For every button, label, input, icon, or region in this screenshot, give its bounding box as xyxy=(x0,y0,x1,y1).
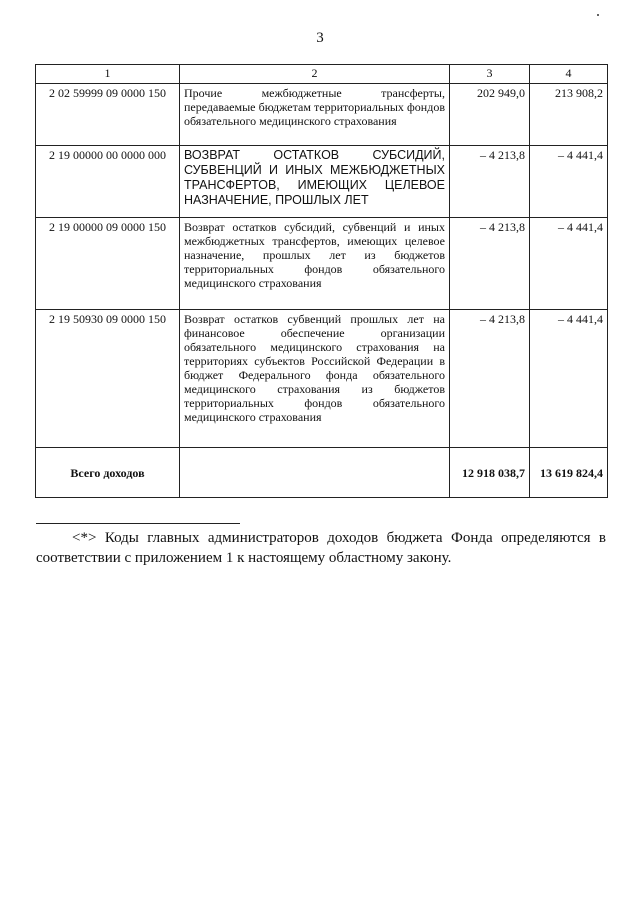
footnote-text: <*> Коды главных администраторов доходов бюджета Фонда определяются в соответствии с приложением 1 к настоящему областному закону. xyxy=(36,530,606,566)
column-number-3: 3 xyxy=(450,65,530,84)
budget-code-cell: 2 19 00000 09 0000 150 xyxy=(36,218,180,310)
income-description-cell: Возврат остатков субсидий, субвенций и иных межбюджетных трансфертов, имеющих целевое назначение, прошлых лет из бюджетов территориальных фондов обязательного медицинского страхования xyxy=(180,218,450,310)
column-number-1: 1 xyxy=(36,65,180,84)
amount-year2-cell: – 4 441,4 xyxy=(530,218,608,310)
total-description-cell xyxy=(180,448,450,498)
income-description-cell: Возврат остатков субвенций прошлых лет на финансовое обеспечение организации обязательного медицинского страхования на территориях субъектов Российской Федерации в бюджет Федерального фонда обязательного медицинского страхования из бюджетов территориальных фондов обязательного медицинского страхования xyxy=(180,310,450,448)
income-description-cell: Прочие межбюджетные трансферты, передаваемые бюджетам территориальных фондов обязательного медицинского страхования xyxy=(180,84,450,146)
budget-code-cell: 2 02 59999 09 0000 150 xyxy=(36,84,180,146)
footnote-divider xyxy=(36,523,240,524)
table-row xyxy=(36,218,608,310)
amount-year1-cell: – 4 213,8 xyxy=(450,146,530,218)
column-number-row xyxy=(36,65,608,84)
table-row xyxy=(36,84,608,146)
amount-year1-cell: 202 949,0 xyxy=(450,84,530,146)
budget-code-cell: 2 19 00000 00 0000 000 xyxy=(36,146,180,218)
total-label: Всего доходов xyxy=(36,448,180,498)
income-description-cell: ВОЗВРАТ ОСТАТКОВ СУБСИДИЙ, СУБВЕНЦИЙ И ИНЫХ МЕЖБЮДЖЕТНЫХ ТРАНСФЕРТОВ, ИМЕЮЩИХ ЦЕЛЕВОЕ НАЗНАЧЕНИЕ, ПРОШЛЫХ ЛЕТ xyxy=(180,146,450,218)
column-number-2: 2 xyxy=(180,65,450,84)
scan-speck xyxy=(597,14,599,16)
budget-code-cell: 2 19 50930 09 0000 150 xyxy=(36,310,180,448)
income-table xyxy=(35,64,608,498)
total-row xyxy=(36,448,608,498)
page-number: 3 xyxy=(316,30,324,46)
table-row xyxy=(36,146,608,218)
column-number-4: 4 xyxy=(530,65,608,84)
amount-year2-cell: – 4 441,4 xyxy=(530,146,608,218)
total-year1-cell: 12 918 038,7 xyxy=(450,448,530,498)
amount-year1-cell: – 4 213,8 xyxy=(450,218,530,310)
amount-year2-cell: 213 908,2 xyxy=(530,84,608,146)
total-year2-cell: 13 619 824,4 xyxy=(530,448,608,498)
amount-year1-cell: – 4 213,8 xyxy=(450,310,530,448)
amount-year2-cell: – 4 441,4 xyxy=(530,310,608,448)
table-row xyxy=(36,310,608,448)
